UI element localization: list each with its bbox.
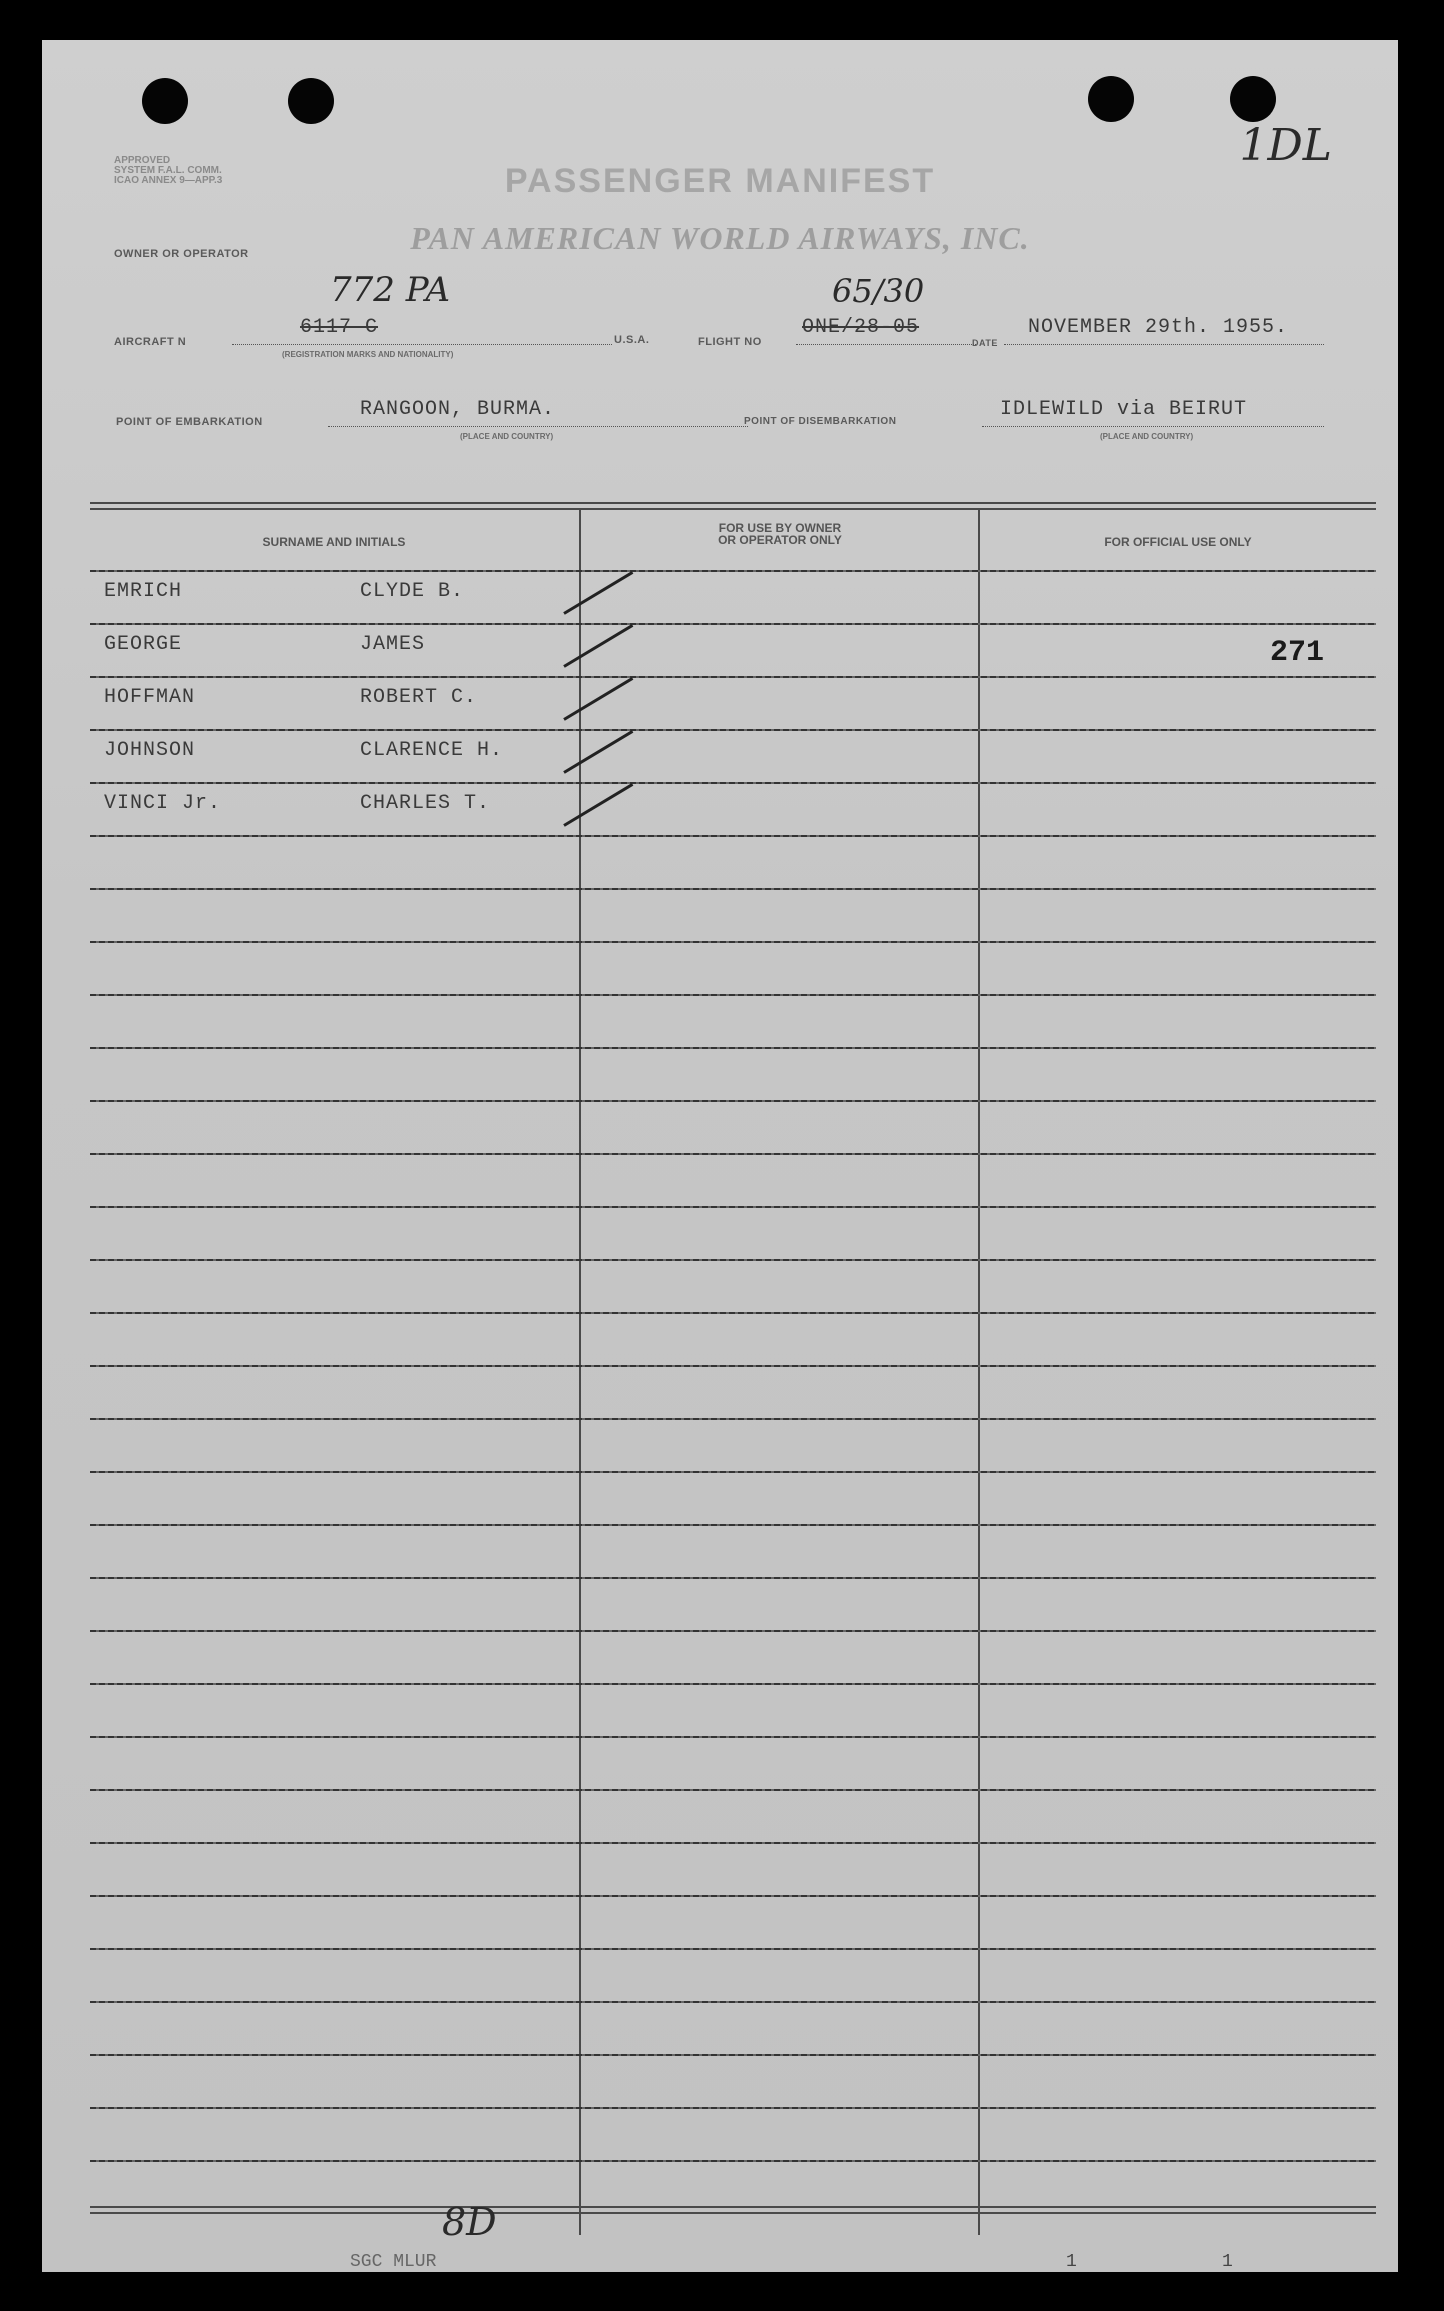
embarkation-value: RANGOON, BURMA.: [360, 398, 556, 421]
disembarkation-label: POINT OF DISEMBARKATION: [744, 416, 897, 427]
table-row-line: [90, 1736, 1376, 1738]
usa-label: U.S.A.: [614, 334, 650, 346]
flight-line: [796, 344, 976, 345]
table-bottom-rule: [90, 2206, 1376, 2208]
corner-handwritten-mark: 1DL: [1239, 120, 1332, 171]
table-row-line: [90, 1047, 1376, 1049]
footer-page-right: 1: [1222, 2252, 1233, 2272]
footer-typed: SGC MLUR: [350, 2252, 437, 2272]
table-row-line: [90, 1683, 1376, 1685]
embarkation-label: POINT OF EMBARKATION: [116, 416, 263, 428]
date-label: DATE: [972, 338, 998, 348]
table-row-line: [90, 2054, 1376, 2056]
passenger-initials: ROBERT C.: [360, 686, 478, 709]
table-row-line: [90, 1577, 1376, 1579]
punch-hole: [1230, 76, 1276, 122]
aircraft-handwritten: 772 PA: [330, 270, 451, 310]
table-row-line: [90, 1948, 1376, 1950]
table-row-line: [90, 782, 1376, 784]
disembarkation-caption: (PLACE AND COUNTRY): [1100, 432, 1194, 441]
table-top-rule: [90, 508, 1376, 510]
aircraft-label: AIRCRAFT N: [114, 336, 187, 348]
official-header: FOR OFFICIAL USE ONLY: [1104, 535, 1252, 549]
check-tick-mark: [563, 571, 633, 615]
table-row-line: [90, 835, 1376, 837]
table-row-line: [90, 1153, 1376, 1155]
table-row-line: [90, 1100, 1376, 1102]
aircraft-caption: (REGISTRATION MARKS AND NATIONALITY): [282, 350, 454, 359]
date-line: [1004, 344, 1324, 345]
table-top-rule: [90, 502, 1376, 504]
table-row-line: [90, 2160, 1376, 2162]
table-row-line: [90, 994, 1376, 996]
embarkation-caption: (PLACE AND COUNTRY): [460, 432, 554, 441]
table-row-line: [90, 1842, 1376, 1844]
table-row-line: [90, 570, 1376, 572]
check-tick-mark: [563, 783, 633, 827]
table-row-line: [90, 941, 1376, 943]
owner-header: FOR USE BY OWNER OR OPERATOR ONLY: [718, 521, 842, 547]
table-row-line: [90, 2107, 1376, 2109]
table-row-line: [90, 1895, 1376, 1897]
check-tick-mark: [563, 624, 633, 668]
check-tick-mark: [563, 730, 633, 774]
table-row-line: [90, 676, 1376, 678]
punch-hole: [288, 78, 334, 124]
table-row-line: [90, 1365, 1376, 1367]
disembarkation-line: [982, 426, 1324, 427]
column-divider: [579, 510, 581, 2235]
date-value: NOVEMBER 29th. 1955.: [1028, 316, 1289, 339]
table-row-line: [90, 1789, 1376, 1791]
flight-label: FLIGHT NO: [698, 336, 762, 348]
table-row-line: [90, 888, 1376, 890]
passenger-surname: GEORGE: [104, 633, 183, 656]
passenger-initials: JAMES: [360, 633, 426, 656]
punch-hole: [142, 78, 188, 124]
footer-handwritten-initials: 8D: [442, 2200, 497, 2244]
column-divider: [978, 510, 980, 2235]
table-row-line: [90, 1206, 1376, 1208]
manifest-sheet: [42, 40, 1398, 2272]
punch-hole: [1088, 76, 1134, 122]
carrier-name: PAN AMERICAN WORLD AIRWAYS, INC.: [410, 220, 1030, 256]
table-row-line: [90, 1418, 1376, 1420]
form-title: PASSENGER MANIFEST: [504, 162, 936, 200]
approval-note: APPROVED SYSTEM F.A.L. COMM. ICAO ANNEX 9—APP.3: [114, 155, 223, 186]
passenger-initials: CLARENCE H.: [360, 739, 504, 762]
table-row-line: [90, 1312, 1376, 1314]
table-row-line: [90, 1524, 1376, 1526]
table-row-line: [90, 729, 1376, 731]
flight-typed: ONE/28-05: [802, 316, 920, 339]
passenger-initials: CLYDE B.: [360, 580, 465, 603]
check-tick-mark: [563, 677, 633, 721]
owner-label: OWNER OR OPERATOR: [114, 248, 249, 260]
passenger-surname: VINCI Jr.: [104, 792, 222, 815]
table-row-line: [90, 1471, 1376, 1473]
table-row-line: [90, 1630, 1376, 1632]
table-row-line: [90, 623, 1376, 625]
aircraft-typed: 6117 C: [300, 316, 379, 339]
passenger-surname: HOFFMAN: [104, 686, 196, 709]
official-stamp-number: 271: [1270, 636, 1325, 670]
embarkation-line: [328, 426, 748, 427]
table-row-line: [90, 1259, 1376, 1261]
flight-handwritten: 65/30: [832, 272, 925, 310]
surname-header: SURNAME AND INITIALS: [262, 535, 406, 549]
disembarkation-value: IDLEWILD via BEIRUT: [1000, 398, 1248, 421]
passenger-surname: JOHNSON: [104, 739, 196, 762]
table-row-line: [90, 2001, 1376, 2003]
passenger-surname: EMRICH: [104, 580, 183, 603]
table-bottom-rule: [90, 2212, 1376, 2214]
footer-page-left: 1: [1066, 2252, 1077, 2272]
aircraft-line: [232, 344, 612, 345]
passenger-initials: CHARLES T.: [360, 792, 491, 815]
